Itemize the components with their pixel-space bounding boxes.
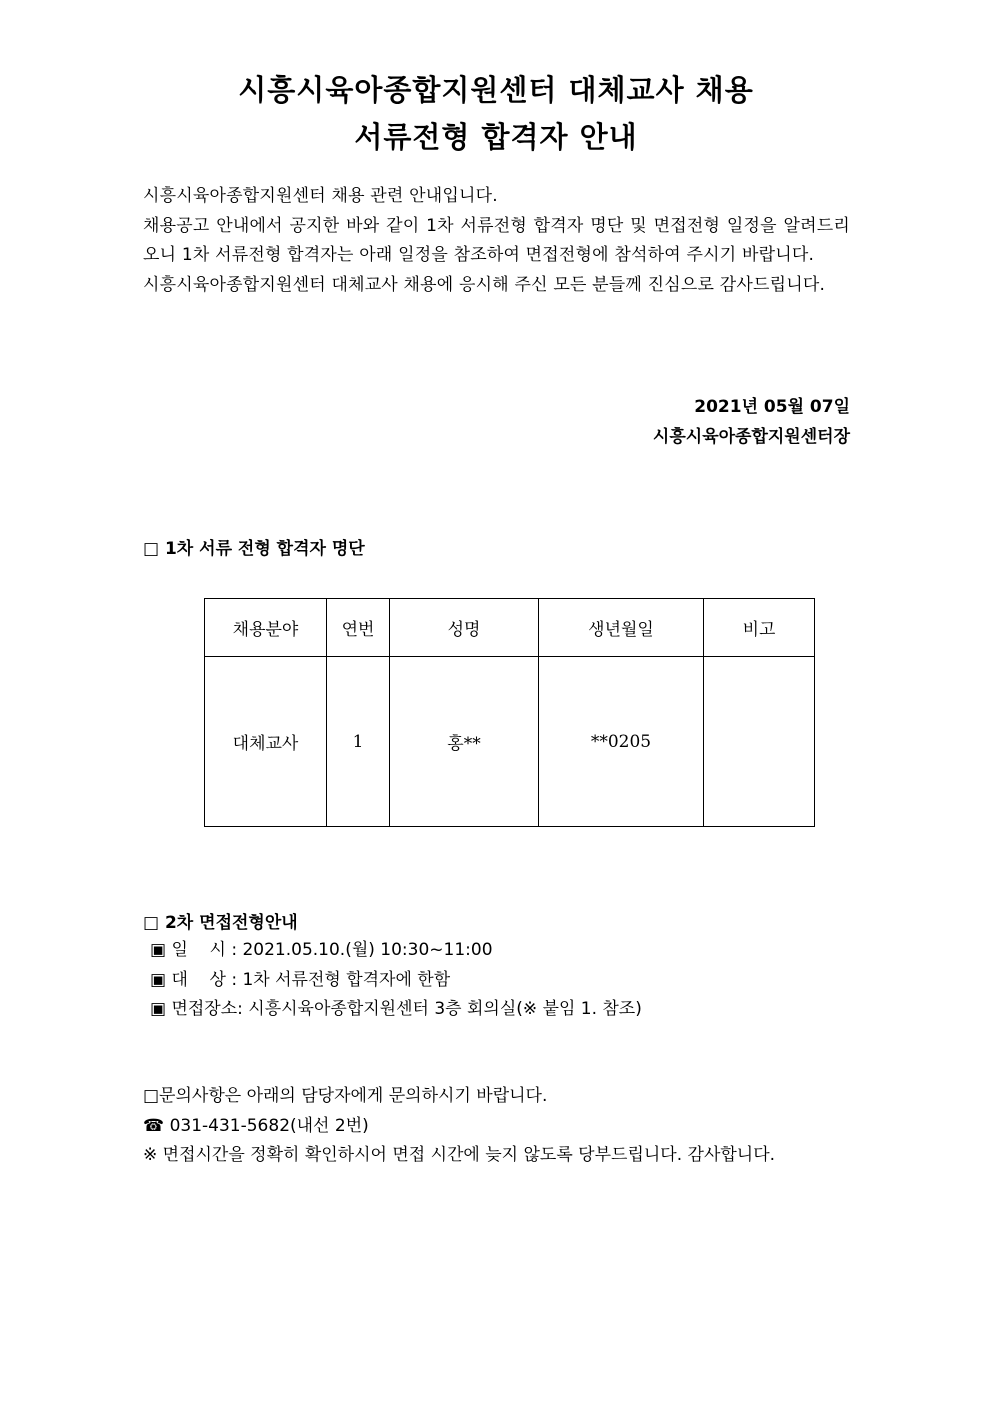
intro-paragraph: [143, 182, 850, 300]
closing-note: ※ 면접시간을 정확히 확인하시어 면접 시간에 늦지 않도록 당부드립니다. 감사합니다.: [143, 1145, 776, 1165]
cell-field: 대체교사: [205, 657, 327, 827]
notice-date: 2021년 05월 07일: [694, 397, 850, 417]
header-name: 성명: [390, 599, 539, 657]
cell-number: 1: [327, 657, 390, 827]
interview-info-list: [150, 936, 642, 1025]
section2-heading: □ 2차 면접전형안내: [143, 913, 298, 933]
section1-heading: □ 1차 서류 전형 합격자 명단: [143, 539, 365, 559]
document-title-line2: 서류전형 합격자 안내: [354, 120, 638, 154]
cell-birthdate: **0205: [539, 657, 704, 827]
cell-name: 홍**: [390, 657, 539, 827]
header-number: 연번: [327, 599, 390, 657]
header-field: 채용분야: [205, 599, 327, 657]
intro-line: 채용공고 안내에서 공지한 바와 같이 1차 서류전형 합격자 명단 및 면접전형 일정을 알려드리오니 1차 서류전형 합격자는 아래 일정을 참조하여 면접전형에 참석하여 주시기 바랍니다.: [143, 215, 850, 265]
table-header-row: [205, 599, 815, 657]
cell-remarks: [704, 657, 815, 827]
header-birthdate: 생년월일: [539, 599, 704, 657]
interview-location: ▣ 면접장소: 시흥시육아종합지원센터 3층 회의실(※ 붙임 1. 참조): [150, 999, 642, 1019]
table-row: [205, 657, 815, 827]
interview-datetime: ▣ 일 시 : 2021.05.10.(월) 10:30~11:00: [150, 940, 493, 960]
intro-line: 시흥시육아종합지원센터 대체교사 채용에 응시해 주신 모든 분들께 진심으로 감사드립니다.: [143, 274, 826, 295]
intro-line: 시흥시육아종합지원센터 채용 관련 안내입니다.: [143, 186, 498, 206]
contact-block: [143, 1082, 775, 1171]
issuer-name: 시흥시육아종합지원센터장: [652, 427, 850, 447]
interview-target: ▣ 대 상 : 1차 서류전형 합격자에 한함: [150, 969, 451, 990]
inquiry-text: □문의사항은 아래의 담당자에게 문의하시기 바랍니다.: [143, 1086, 548, 1106]
phone-number: ☎ 031-431-5682(내선 2번): [143, 1115, 369, 1136]
passer-table: [204, 598, 815, 827]
header-remarks: 비고: [704, 599, 815, 657]
document-title-line1: 시흥시육아종합지원센터 대체교사 채용: [238, 73, 754, 107]
